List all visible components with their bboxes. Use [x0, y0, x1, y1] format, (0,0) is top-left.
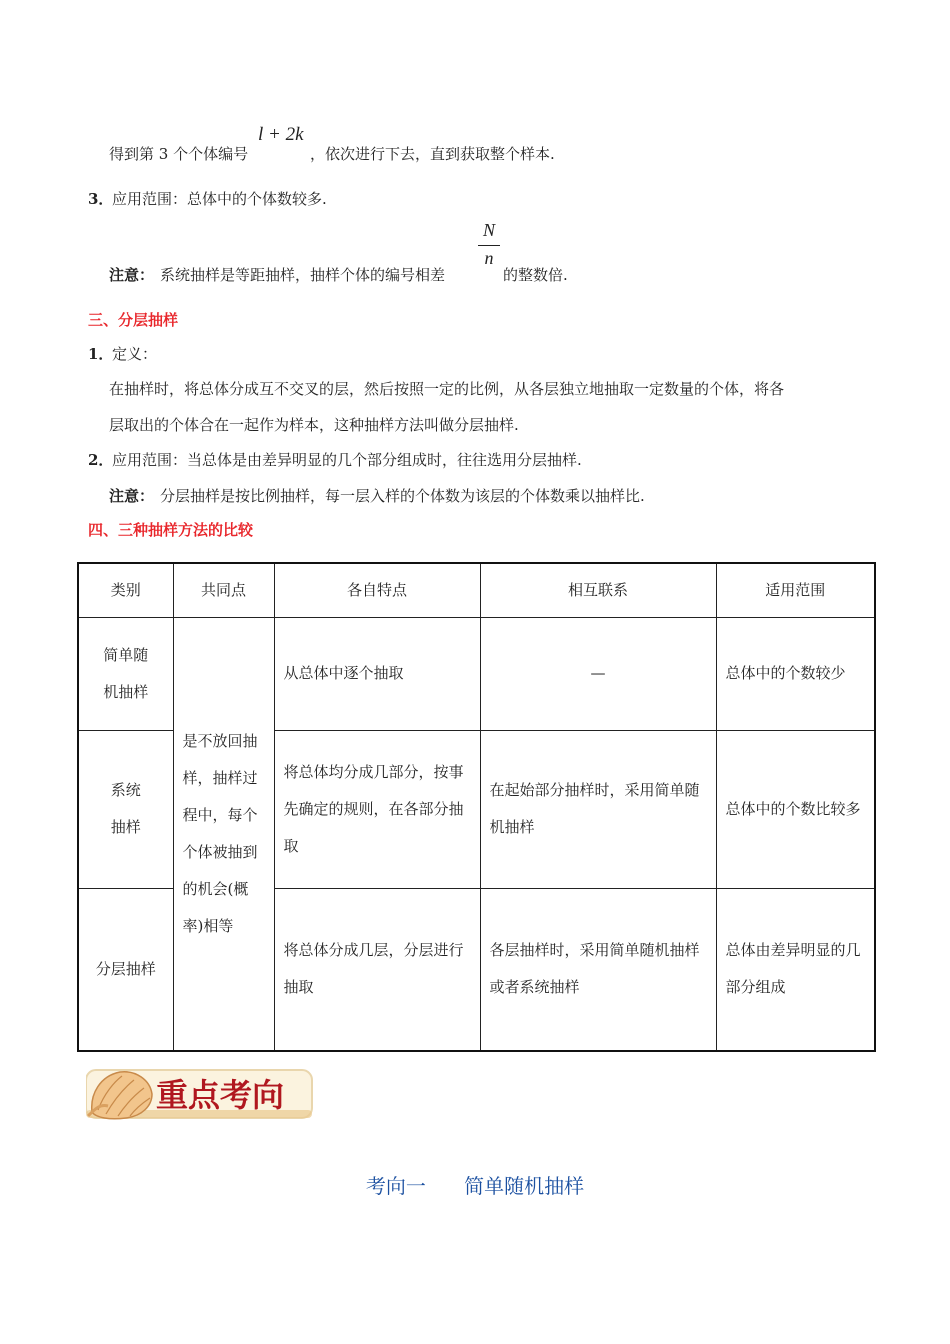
scope-text: 应用范围：当总体是由差异明显的几个部分组成时，往往选用分层抽样. [112, 451, 582, 469]
note-label: 注意： [109, 487, 155, 505]
scope-text: 应用范围：总体中的个体数较多. [112, 190, 327, 208]
cell-category: 系统抽样 [78, 730, 173, 888]
step-text-prefix: 得到第 3 个个体编号 [109, 145, 249, 163]
note-text: 分层抽样是按比例抽样，每一层入样的个体数为该层的个体数乘以抽样比. [160, 487, 645, 505]
section-title [0, 1170, 950, 1199]
cell-scope: 总体中的个数比较多 [716, 730, 875, 888]
definition-line: 在抽样时，将总体分成互不交叉的层，然后按照一定的比例，从各层独立地抽取一定数量的个体，将各 [109, 380, 785, 398]
header-feature: 各自特点 [274, 563, 480, 617]
table-row [78, 617, 875, 730]
note-label: 注意： [109, 266, 155, 284]
cell-category: 简单随机抽样 [78, 617, 173, 730]
cell-common: 是不放回抽样，抽样过程中，每个个体被抽到的机会(概率)相等 [173, 617, 274, 1051]
cell-relation: — [480, 617, 716, 730]
cell-relation: 各层抽样时，采用简单随机抽样或者系统抽样 [480, 888, 716, 1051]
key-points-banner [86, 1064, 314, 1124]
table-header-row [78, 563, 875, 617]
item-number: 3． [88, 190, 114, 208]
fraction-denominator: n [484, 248, 494, 268]
cell-feature: 将总体均分成几部分，按事先确定的规则，在各部分抽取 [274, 730, 480, 888]
fraction-numerator: N [482, 220, 495, 240]
fraction-bar [478, 245, 500, 246]
header-common: 共同点 [173, 563, 274, 617]
header-relation: 相互联系 [480, 563, 716, 617]
section-heading-comparison: 四、三种抽样方法的比较 [88, 521, 254, 539]
note-suffix: 的整数倍. [503, 266, 568, 284]
definition-line: 层取出的个体合在一起作为样本，这种抽样方法叫做分层抽样. [109, 416, 519, 434]
section-title-text: 考向一 简单随机抽样 [365, 1174, 585, 1198]
step-formula: l + 2k [258, 124, 304, 145]
definition-label: 定义： [112, 345, 158, 363]
cell-scope: 总体由差异明显的几部分组成 [716, 888, 875, 1051]
cell-feature: 将总体分成几层，分层进行抽取 [274, 888, 480, 1051]
item-number: 2． [88, 451, 114, 469]
comparison-table [77, 562, 876, 1052]
cell-category: 分层抽样 [78, 888, 173, 1051]
banner-graphic [86, 1064, 314, 1124]
banner-text: 重点考向 [156, 1076, 285, 1114]
section-heading-stratified: 三、分层抽样 [88, 311, 179, 329]
note-text: 系统抽样是等距抽样，抽样个体的编号相差 [160, 266, 446, 284]
cell-feature: 从总体中逐个抽取 [274, 617, 480, 730]
cell-scope: 总体中的个数较少 [716, 617, 875, 730]
header-scope: 适用范围 [716, 563, 875, 617]
cell-relation: 在起始部分抽样时，采用简单随机抽样 [480, 730, 716, 888]
step-text-suffix: ，依次进行下去，直到获取整个样本. [310, 145, 555, 163]
item-number: 1． [88, 345, 114, 363]
header-category: 类别 [78, 563, 173, 617]
